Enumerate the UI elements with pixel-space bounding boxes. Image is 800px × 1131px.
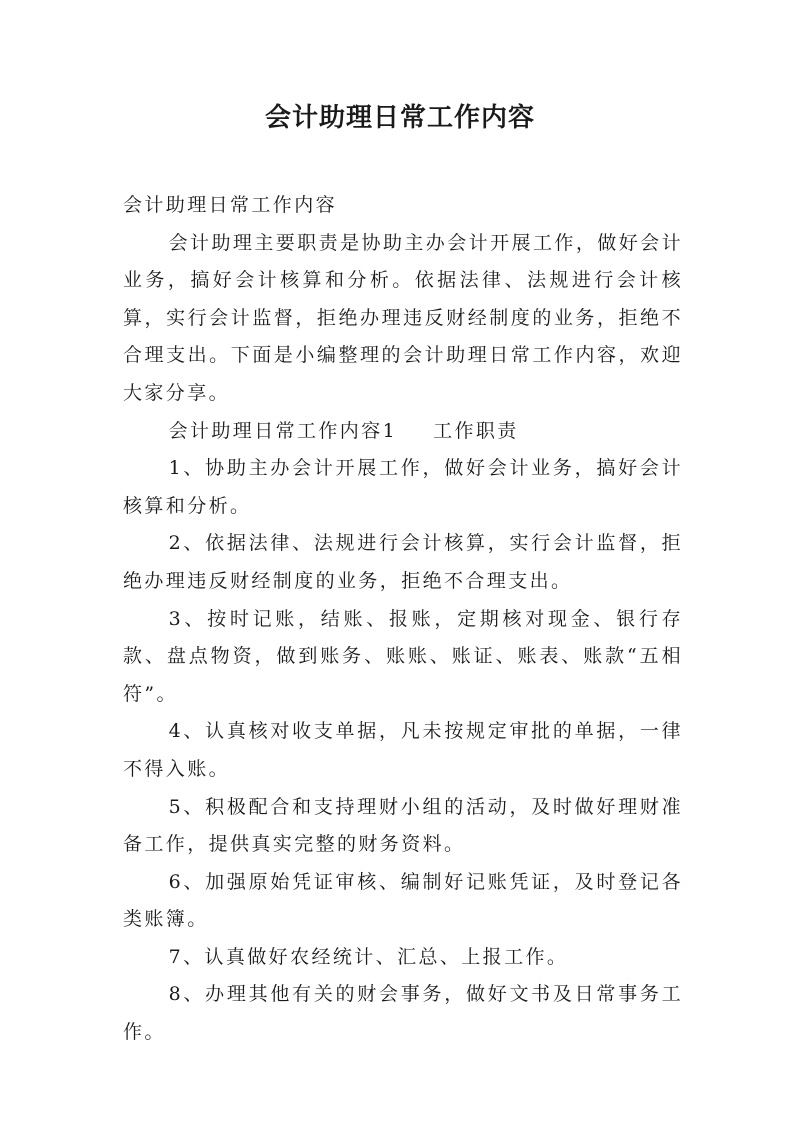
section-heading: 会计助理日常工作内容1 (168, 419, 398, 442)
section-subheading: 工作职责 (433, 419, 519, 442)
section-heading-line (123, 413, 683, 451)
intro-paragraph: 会计助理主要职责是协助主办会计开展工作，做好会计业务，搞好会计核算和分析。依据法律、法规进行会计核算，实行会计监督，拒绝办理违反财经制度的业务，拒绝不合理支出。下面是小编整理的会计助理日常工作内容，欢迎大家分享。 (123, 231, 683, 404)
duty-item: 2、依据法律、法规进行会计核算，实行会计监督，拒绝办理违反财经制度的业务，拒绝不合理支出。 (123, 532, 683, 592)
duty-item: 8、办理其他有关的财会事务，做好文书及日常事务工作。 (123, 983, 683, 1044)
duty-item: 1、协助主办会计开展工作，做好会计业务，搞好会计核算和分析。 (123, 457, 683, 517)
document-subtitle: 会计助理日常工作内容 (123, 194, 338, 216)
duty-item: 7、认真做好农经统计、汇总、上报工作。 (168, 945, 569, 968)
duty-item: 6、加强原始凭证审核、编制好记账凭证，及时登记各类账簿。 (123, 870, 683, 931)
document-body (123, 187, 683, 1052)
duty-item: 3、按时记账，结账、报账，定期核对现金、银行存款、盘点物资，做到账务、账账、账证、账表、账款“五相符”。 (123, 607, 683, 705)
duty-item: 4、认真核对收支单据，凡未按规定审批的单据，一律不得入账。 (123, 720, 683, 780)
document-title: 会计助理日常工作内容 (264, 103, 535, 133)
duty-item: 5、积极配合和支持理财小组的活动，及时做好理财准备工作，提供真实完整的财务资料。 (123, 795, 683, 856)
